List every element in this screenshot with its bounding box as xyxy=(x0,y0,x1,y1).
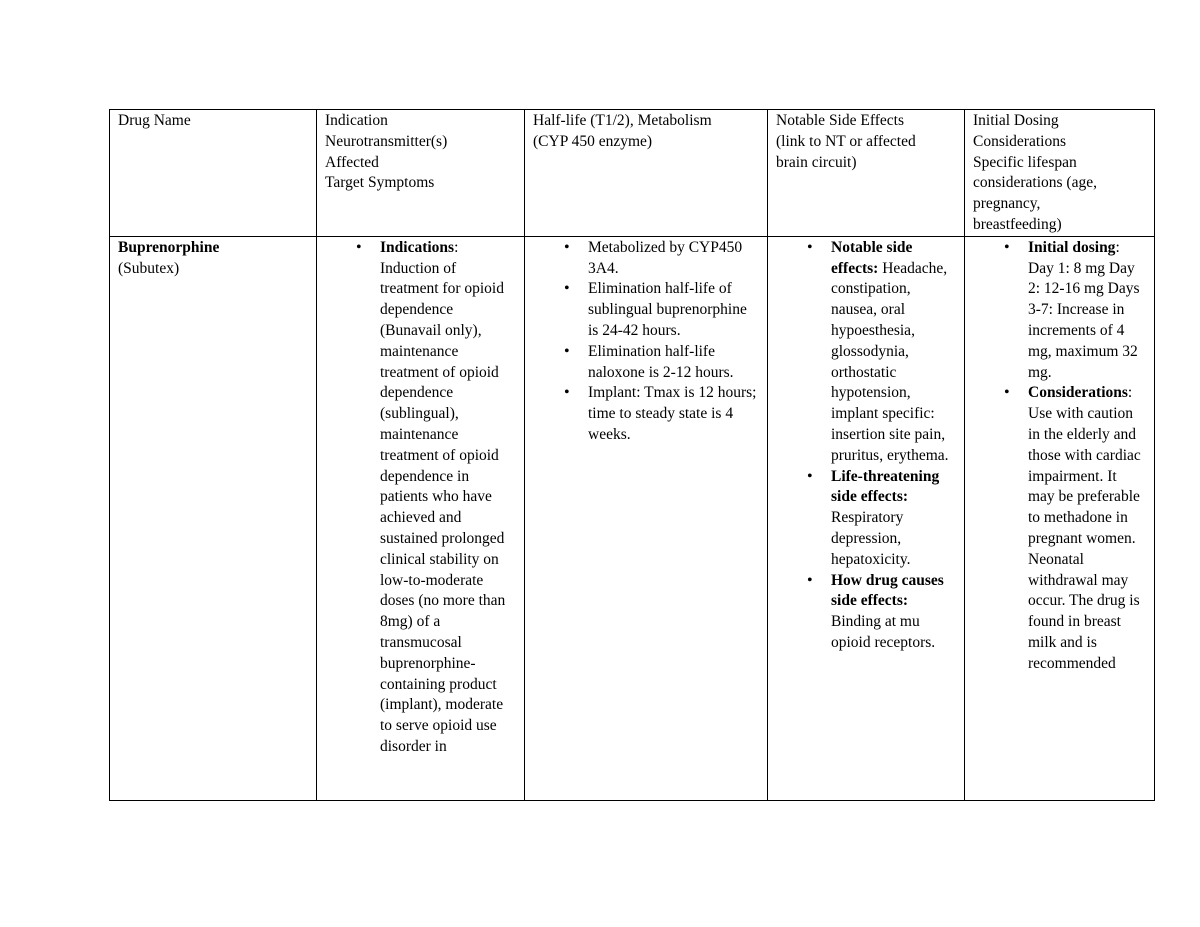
indications-list xyxy=(325,238,516,758)
list-item xyxy=(831,467,956,571)
list-item xyxy=(831,571,956,654)
list-item xyxy=(380,238,516,758)
cell-side-effects xyxy=(768,236,965,800)
side-effects-text: Binding at mu opioid receptors. xyxy=(831,613,936,651)
header-dosing xyxy=(965,110,1155,237)
cell-dosing xyxy=(965,236,1155,800)
header-half-life-line: Half-life (T1/2), Metabolism xyxy=(533,112,712,129)
header-drug-name-text: Drug Name xyxy=(118,112,191,129)
side-effects-lead: Life-threatening side effects: xyxy=(831,467,940,506)
dosing-lead: Initial dosing xyxy=(1028,238,1116,256)
side-effects-text: Headache, constipation, nausea, oral hypoesthesia, glossodynia, orthostatic hypotension, implant specific: insertion site pain, pruritus, erythema. xyxy=(831,259,949,464)
header-dosing-line: Specific lifespan xyxy=(973,153,1077,171)
dosing-text: : Day 1: 8 mg Day 2: 12-16 mg Days 3-7: Increase in increments of 4 mg, maximum 32 mg. xyxy=(1028,238,1140,381)
dosing-text: : Use with caution in the elderly and those with cardiac impairment. It may be preferable to methadone in pregnant women. Neonatal withdrawal may occur. The drug is found in breast milk and is recommended xyxy=(1028,384,1141,672)
drug-brand: (Subutex) xyxy=(118,259,180,277)
list-item: • Metabolized by CYP450 3A4. xyxy=(588,238,759,280)
list-item: • Elimination half-life of sublingual buprenorphine is 24-42 hours. xyxy=(588,279,759,341)
cell-metabolism xyxy=(525,236,768,800)
header-half-life xyxy=(525,110,768,237)
side-effects-lead: How drug causes side effects: xyxy=(831,571,944,610)
drug-row xyxy=(110,236,1155,800)
list-item xyxy=(831,238,956,467)
header-side-effects-line: (link to NT or affected xyxy=(776,132,916,150)
list-item xyxy=(1028,383,1146,674)
drug-name: Buprenorphine xyxy=(118,238,220,256)
header-indication-line: Indication xyxy=(325,112,388,129)
dosing-list xyxy=(973,238,1146,675)
list-item: • Implant: Tmax is 12 hours; time to steady state is 4 weeks. xyxy=(588,383,759,445)
indications-text: : Induction of treatment for opioid dependence (Bunavail only), maintenance treatment of opioid dependence (sublingual), maintenance treatment of opioid dependence in patients who have achieved and sustained prolonged clinical stability on low-to-moderate doses (no more than 8mg) of a transmucosal buprenorphine-containing product (implant), moderate to serve opioid use disorder in xyxy=(380,238,506,755)
header-side-effects-line: brain circuit) xyxy=(776,153,857,171)
header-dosing-line: Initial Dosing xyxy=(973,112,1059,129)
header-indication-line: Affected xyxy=(325,153,379,171)
header-side-effects-line: Notable Side Effects xyxy=(776,112,904,129)
header-dosing-line: pregnancy, xyxy=(973,195,1041,213)
drug-table xyxy=(109,109,1155,801)
dosing-lead: Considerations xyxy=(1028,384,1128,402)
indications-lead: Indications xyxy=(380,238,455,256)
cell-indications xyxy=(317,236,525,800)
header-indication-line: Target Symptoms xyxy=(325,174,435,192)
header-half-life-line: (CYP 450 enzyme) xyxy=(533,132,653,150)
list-item: • Elimination half-life naloxone is 2-12 hours. xyxy=(588,342,759,384)
side-effects-text: Respiratory depression, hepatoxicity. xyxy=(831,509,911,568)
side-effects-lead: Notable side effects: xyxy=(831,238,913,277)
header-dosing-line: Considerations xyxy=(973,132,1066,150)
header-dosing-line: breastfeeding) xyxy=(973,215,1062,233)
header-drug-name xyxy=(110,110,317,237)
list-item xyxy=(1028,238,1146,384)
header-row xyxy=(110,110,1155,237)
side-effects-list xyxy=(776,238,956,654)
header-dosing-line: considerations (age, xyxy=(973,174,1097,192)
header-side-effects xyxy=(768,110,965,237)
header-indication xyxy=(317,110,525,237)
header-indication-line: Neurotransmitter(s) xyxy=(325,132,448,150)
metabolism-list xyxy=(533,238,759,446)
cell-drug-name xyxy=(110,236,317,800)
